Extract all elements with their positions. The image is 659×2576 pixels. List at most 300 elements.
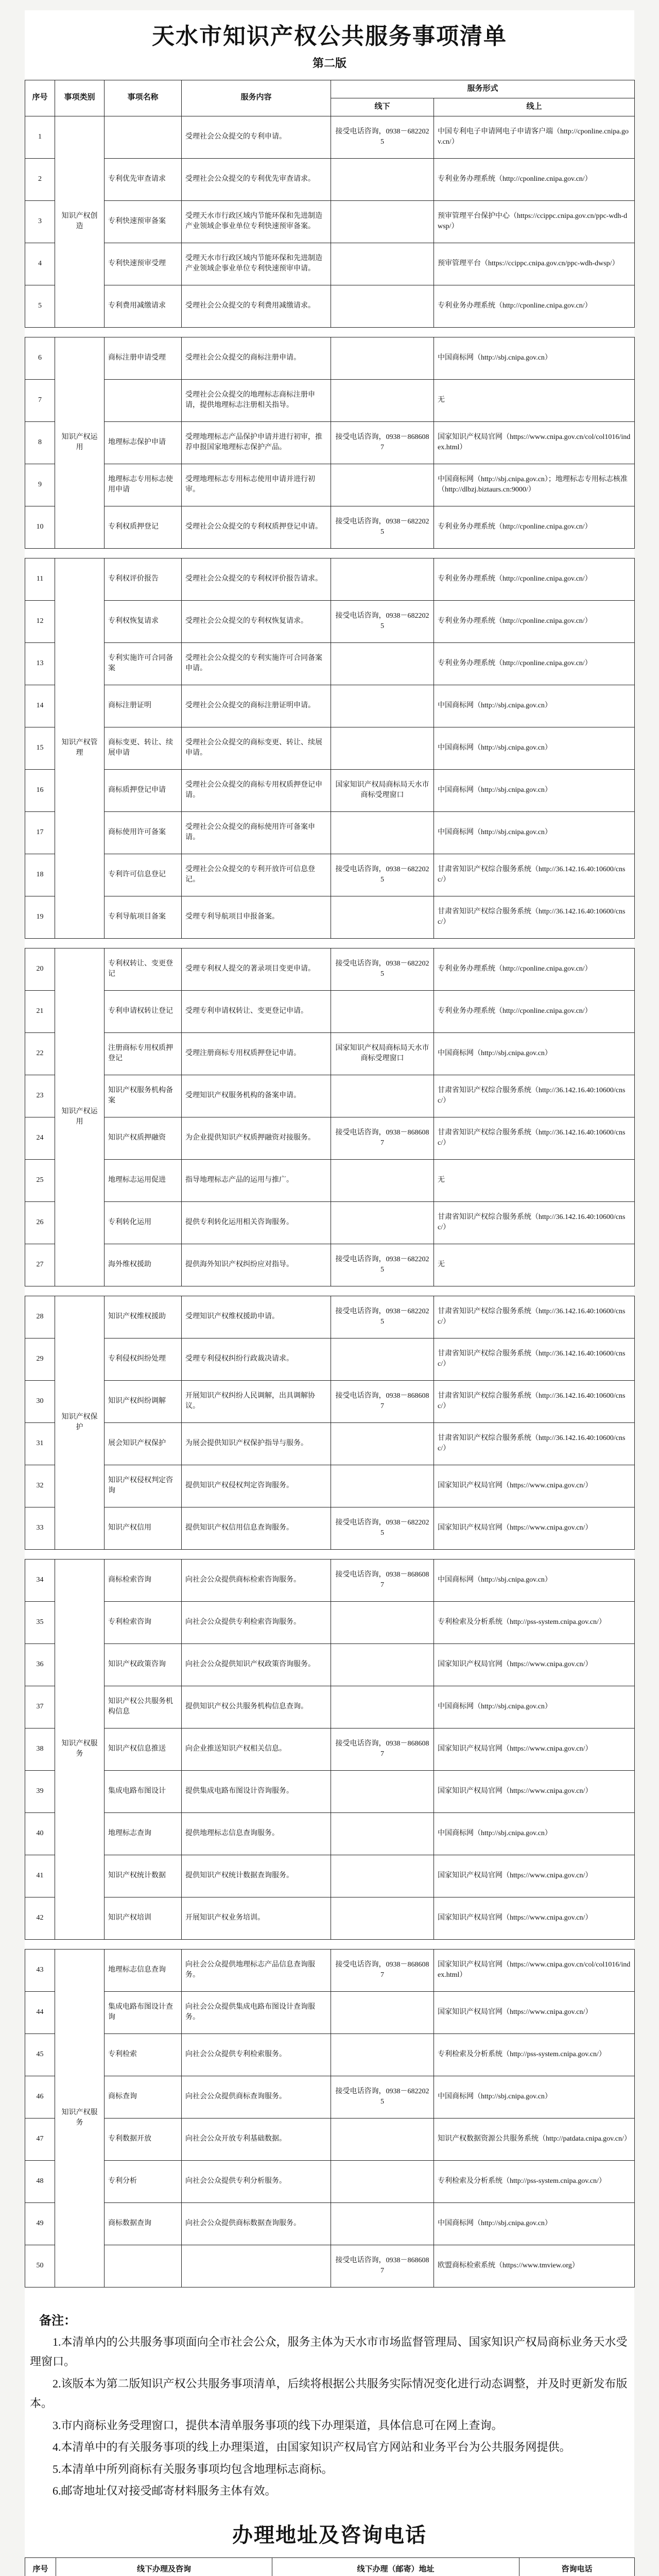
cell-offline: 接受电话咨询，0938－8686087	[331, 1559, 434, 1601]
cell-seq: 30	[25, 1380, 55, 1422]
cell-content: 为展会提供知识产权保护指导与服务。	[182, 1422, 331, 1465]
cell-name: 知识产权公共服务机构信息	[105, 1686, 182, 1728]
cell-seq: 10	[25, 506, 55, 548]
cell-online: 专利业务办理系统（http://cponline.cnipa.gov.cn/）	[434, 285, 635, 327]
note-item: 4.本清单中的有关服务事项的线上办理渠道，由国家知识产权局官方网站和业务平台为公共服务网提供。	[53, 2441, 571, 2453]
note-item: 2.该版本为第二版知识产权公共服务事项清单，后续将根据公共服务实际情况变化进行动态调整，并及时更新发布版本。	[30, 2377, 628, 2410]
cell-offline	[331, 2118, 434, 2160]
cell-content: 受理知识产权维权援助申请。	[182, 1296, 331, 1338]
cell-online: 国家知识产权局官网（https://www.cnipa.gov.cn/col/col1016/index.html）	[434, 1949, 635, 1991]
cell-seq: 38	[25, 1728, 55, 1770]
cell-content: 提供知识产权侵权判定咨询服务。	[182, 1465, 331, 1507]
cell-content: 受理专利侵权纠纷行政裁决请求。	[182, 1338, 331, 1380]
cell-online: 甘肃省知识产权综合服务系统（http://36.142.16.40:10600/cnsc/）	[434, 1117, 635, 1159]
cell-seq: 28	[25, 1296, 55, 1338]
cell-offline: 接受电话咨询，0938－8686087	[331, 1117, 434, 1159]
cell-offline	[331, 464, 434, 506]
table-row	[25, 1422, 635, 1465]
cell-content: 受理社会公众提交的专利优先审查请求。	[182, 158, 331, 200]
cell-name: 专利申请权转让登记	[105, 990, 182, 1032]
table-row	[25, 1117, 635, 1159]
cell-online: 中国商标网（http://sbj.cnipa.gov.cn）；地理标志专用标志核准（http://dlbzj.biztaurs.cn:9000/）	[434, 464, 635, 506]
cell-category: 知识产权服务	[55, 1559, 105, 1939]
cell-content: 受理社会公众提交的专利申请。	[182, 116, 331, 158]
cell-content: 提供知识产权公共服务机构信息查询。	[182, 1686, 331, 1728]
cell-content: 受理注册商标专用权质押登记申请。	[182, 1032, 331, 1075]
cell-online: 甘肃省知识产权综合服务系统（http://36.142.16.40:10600/cnsc/）	[434, 1380, 635, 1422]
table-row	[25, 685, 635, 727]
cell-name: 专利费用减缴请求	[105, 285, 182, 327]
table-row	[25, 200, 635, 243]
cell-name: 集成电路布图设计查询	[105, 1991, 182, 2033]
table-row	[25, 896, 635, 938]
table-row	[25, 1812, 635, 1855]
cell-seq: 37	[25, 1686, 55, 1728]
cell-name: 知识产权质押融资	[105, 1117, 182, 1159]
table-row	[25, 379, 635, 421]
cell-name: 知识产权信用	[105, 1507, 182, 1549]
cell-seq: 5	[25, 285, 55, 327]
cell-online: 预审管理平台（https://ccippc.cnipa.gov.cn/ppc-wdh-dwsp/）	[434, 243, 635, 285]
contacts-title: 办理地址及咨询电话	[232, 2523, 427, 2547]
cell-online: 中国商标网（http://sbj.cnipa.gov.cn）	[434, 727, 635, 769]
cell-content: 向社会公众提供商标查询服务。	[182, 2076, 331, 2118]
cell-name: 专利权转让、变更登记	[105, 948, 182, 990]
table-gap	[25, 1550, 634, 1559]
cell-name: 专利转化运用	[105, 1201, 182, 1244]
cell-offline	[331, 1338, 434, 1380]
service-table	[25, 558, 635, 939]
table-row	[25, 1949, 635, 1991]
cell-offline: 接受电话咨询，0938－6822025	[331, 1507, 434, 1549]
cell-seq: 40	[25, 1812, 55, 1855]
cell-offline	[331, 1897, 434, 1939]
cell-name: 商标数据查询	[105, 2202, 182, 2245]
table-gap	[25, 1940, 634, 1949]
cell-name: 专利侵权纠纷处理	[105, 1338, 182, 1380]
cell-offline	[331, 1686, 434, 1728]
cell-content: 受理社会公众提交的专利开放许可信息登记。	[182, 854, 331, 896]
cell-offline: 国家知识产权局商标局天水市商标受理窗口	[331, 1032, 434, 1075]
table-row	[25, 2033, 635, 2076]
table-row	[25, 1507, 635, 1549]
cell-content: 提供知识产权统计数据查询服务。	[182, 1855, 331, 1897]
cell-online: 专利业务办理系统（http://cponline.cnipa.gov.cn/）	[434, 990, 635, 1032]
cell-seq: 23	[25, 1075, 55, 1117]
cell-seq: 32	[25, 1465, 55, 1507]
cell-online: 国家知识产权局官网（https://www.cnipa.gov.cn/）	[434, 1465, 635, 1507]
cell-category: 知识产权管理	[55, 558, 105, 938]
cell-offline	[331, 1201, 434, 1244]
page-title: 天水市知识产权公共服务事项清单	[152, 24, 507, 49]
cell-online: 中国商标网（http://sbj.cnipa.gov.cn）	[434, 1686, 635, 1728]
cell-content: 受理社会公众提交的商标变更、转让、续展申请。	[182, 727, 331, 769]
cell-content: 受理地理标志专用标志使用申请并进行初审。	[182, 464, 331, 506]
cell-seq: 9	[25, 464, 55, 506]
table-row	[25, 811, 635, 854]
table-row	[25, 1380, 635, 1422]
contacts-header-window: 线下办理及咨询	[56, 2557, 272, 2576]
table-row	[25, 769, 635, 811]
cell-offline	[331, 1812, 434, 1855]
cell-name: 专利检索	[105, 2033, 182, 2076]
cell-offline	[331, 2160, 434, 2202]
cell-offline	[331, 2033, 434, 2076]
cell-content: 受理社会公众提交的专利权评价报告请求。	[182, 558, 331, 600]
cell-offline	[331, 379, 434, 421]
table-gap	[25, 2287, 634, 2297]
cell-online: 中国商标网（http://sbj.cnipa.gov.cn）	[434, 685, 635, 727]
table-gap	[25, 328, 634, 337]
cell-content: 受理社会公众提交的商标使用许可备案申请。	[182, 811, 331, 854]
cell-online: 中国商标网（http://sbj.cnipa.gov.cn）	[434, 2076, 635, 2118]
cell-content: 开展知识产权业务培训。	[182, 1897, 331, 1939]
header-online: 线上	[434, 98, 635, 116]
cell-name: 知识产权服务机构备案	[105, 1075, 182, 1117]
cell-content: 向社会公众提供专利检索服务。	[182, 2033, 331, 2076]
service-table	[25, 337, 635, 549]
cell-content	[182, 2245, 331, 2287]
cell-seq: 25	[25, 1159, 55, 1201]
cell-offline: 国家知识产权局商标局天水市商标受理窗口	[331, 769, 434, 811]
cell-name	[105, 379, 182, 421]
header-offline: 线下	[331, 98, 434, 116]
cell-name: 知识产权侵权判定咨询	[105, 1465, 182, 1507]
cell-seq: 17	[25, 811, 55, 854]
cell-name: 商标变更、转让、续展申请	[105, 727, 182, 769]
header-name: 事项名称	[105, 80, 182, 116]
table-row	[25, 1244, 635, 1286]
cell-content: 提供地理标志信息查询服务。	[182, 1812, 331, 1855]
cell-name: 知识产权政策咨询	[105, 1643, 182, 1686]
cell-online: 专利检索及分析系统（http://pss-system.cnipa.gov.cn/）	[434, 2160, 635, 2202]
cell-online: 中国商标网（http://sbj.cnipa.gov.cn）	[434, 1812, 635, 1855]
cell-name: 商标质押登记申请	[105, 769, 182, 811]
cell-content: 向社会公众提供商标检索咨询服务。	[182, 1559, 331, 1601]
contacts-header-phone: 咨询电话	[519, 2557, 635, 2576]
table-row	[25, 727, 635, 769]
note-item: 3.市内商标业务受理窗口，提供本清单服务事项的线下办理渠道，具体信息可在网上查询。	[53, 2418, 503, 2432]
cell-offline	[331, 285, 434, 327]
cell-name: 专利优先审查请求	[105, 158, 182, 200]
cell-online: 国家知识产权局官网（https://www.cnipa.gov.cn/）	[434, 1507, 635, 1549]
cell-name: 注册商标专用权质押登记	[105, 1032, 182, 1075]
cell-seq: 31	[25, 1422, 55, 1465]
cell-name: 地理标志专用标志使用申请	[105, 464, 182, 506]
cell-category: 知识产权服务	[55, 1949, 105, 2287]
table-gap	[25, 1286, 634, 1296]
cell-offline	[331, 990, 434, 1032]
cell-online: 甘肃省知识产权综合服务系统（http://36.142.16.40:10600/cnsc/）	[434, 1075, 635, 1117]
service-table	[25, 1949, 635, 2287]
cell-seq: 3	[25, 200, 55, 243]
header-form: 服务形式	[331, 80, 635, 98]
cell-online: 国家知识产权局官网（https://www.cnipa.gov.cn/）	[434, 1855, 635, 1897]
cell-offline: 接受电话咨询，0938－6822025	[331, 600, 434, 642]
contacts-header-seq: 序号	[25, 2557, 56, 2576]
cell-seq: 18	[25, 854, 55, 896]
cell-offline	[331, 811, 434, 854]
cell-content: 向社会公众提供知识产权政策咨询服务。	[182, 1643, 331, 1686]
cell-online: 甘肃省知识产权综合服务系统（http://36.142.16.40:10600/cnsc/）	[434, 1296, 635, 1338]
cell-seq: 16	[25, 769, 55, 811]
cell-online: 中国商标网（http://sbj.cnipa.gov.cn）	[434, 769, 635, 811]
table-row	[25, 1032, 635, 1075]
cell-online: 预审管理平台保护中心（https://ccippc.cnipa.gov.cn/ppc-wdh-dwsp/）	[434, 200, 635, 243]
cell-offline: 接受电话咨询，0938－6822025	[331, 854, 434, 896]
cell-content: 向企业推送知识产权相关信息。	[182, 1728, 331, 1770]
table-row	[25, 243, 635, 285]
cell-name: 地理标志运用促进	[105, 1159, 182, 1201]
cell-seq: 24	[25, 1117, 55, 1159]
note-item: 6.邮寄地址仅对接受邮寄材料服务主体有效。	[53, 2484, 276, 2497]
header-category: 事项类别	[55, 80, 105, 116]
note-item: 1.本清单内的公共服务事项面向全市社会公众，服务主体为天水市市场监督管理局、国家知识产权局商标业务天水受理窗口。	[30, 2335, 628, 2368]
cell-online: 国家知识产权局官网（https://www.cnipa.gov.cn/）	[434, 1897, 635, 1939]
cell-name: 商标查询	[105, 2076, 182, 2118]
cell-offline: 接受电话咨询，0938－8686087	[331, 2245, 434, 2287]
table-row	[25, 464, 635, 506]
document-sheet	[25, 10, 634, 2576]
cell-name: 专利导航项目备案	[105, 896, 182, 938]
cell-seq: 13	[25, 642, 55, 685]
cell-content: 开展知识产权纠纷人民调解，出具调解协议。	[182, 1380, 331, 1422]
cell-name: 专利权评价报告	[105, 558, 182, 600]
cell-offline	[331, 727, 434, 769]
cell-offline	[331, 158, 434, 200]
cell-offline	[331, 243, 434, 285]
table-row	[25, 116, 635, 158]
cell-offline	[331, 1422, 434, 1465]
cell-offline	[331, 1770, 434, 1812]
table-row	[25, 421, 635, 464]
cell-content: 向社会公众提供地理标志产品信息查询服务。	[182, 1949, 331, 1991]
cell-name: 知识产权统计数据	[105, 1855, 182, 1897]
cell-online: 国家知识产权局官网（https://www.cnipa.gov.cn/）	[434, 1770, 635, 1812]
cell-offline	[331, 1075, 434, 1117]
cell-name: 知识产权纠纷调解	[105, 1380, 182, 1422]
cell-offline	[331, 200, 434, 243]
table-gap	[25, 939, 634, 948]
cell-seq: 36	[25, 1643, 55, 1686]
service-table	[25, 948, 635, 1286]
page-subtitle: 第二版	[312, 57, 346, 70]
cell-content: 指导地理标志产品的运用与推广。	[182, 1159, 331, 1201]
cell-name: 海外维权援助	[105, 1244, 182, 1286]
header-content: 服务内容	[182, 80, 331, 116]
cell-seq: 15	[25, 727, 55, 769]
table-row	[25, 285, 635, 327]
cell-offline: 接受电话咨询，0938－8686087	[331, 421, 434, 464]
cell-offline: 接受电话咨询，0938－8686087	[331, 1380, 434, 1422]
cell-offline: 接受电话咨询，0938－6822025	[331, 2076, 434, 2118]
cell-seq: 4	[25, 243, 55, 285]
cell-online: 专利业务办理系统（http://cponline.cnipa.gov.cn/）	[434, 158, 635, 200]
cell-content: 受理专利导航项目申报备案。	[182, 896, 331, 938]
cell-seq: 2	[25, 158, 55, 200]
header-seq: 序号	[25, 80, 55, 116]
cell-offline	[331, 2202, 434, 2245]
cell-online: 中国商标网（http://sbj.cnipa.gov.cn）	[434, 1032, 635, 1075]
cell-content: 提供专利转化运用相关咨询服务。	[182, 1201, 331, 1244]
cell-content: 向社会公众提供商标数据查询服务。	[182, 2202, 331, 2245]
cell-online: 甘肃省知识产权综合服务系统（http://36.142.16.40:10600/cnsc/）	[434, 1201, 635, 1244]
cell-content: 受理天水市行政区域内节能环保和先进制造产业领域企事业单位专利快速预审申请。	[182, 243, 331, 285]
cell-online: 中国专利电子申请网电子申请客户端（http://cponline.cnipa.gov.cn/）	[434, 116, 635, 158]
cell-seq: 6	[25, 337, 55, 379]
cell-seq: 27	[25, 1244, 55, 1286]
cell-name: 专利权恢复请求	[105, 600, 182, 642]
table-row	[25, 2245, 635, 2287]
table-row	[25, 1770, 635, 1812]
cell-offline	[331, 337, 434, 379]
table-row	[25, 1601, 635, 1643]
table-row	[25, 948, 635, 990]
table-row	[25, 1296, 635, 1338]
cell-seq: 14	[25, 685, 55, 727]
cell-offline	[331, 642, 434, 685]
table-row	[25, 1643, 635, 1686]
table-row	[25, 337, 635, 379]
contacts-header-address: 线下办理（邮寄）地址	[272, 2557, 519, 2576]
cell-seq: 41	[25, 1855, 55, 1897]
cell-name: 展会知识产权保护	[105, 1422, 182, 1465]
service-table	[25, 80, 635, 328]
cell-content: 受理专利权人提交的著录项目变更申请。	[182, 948, 331, 990]
cell-online: 专利检索及分析系统（http://pss-system.cnipa.gov.cn/）	[434, 1601, 635, 1643]
cell-online: 无	[434, 1244, 635, 1286]
cell-offline	[331, 1643, 434, 1686]
cell-online: 欧盟商标检索系统（https://www.tmview.org）	[434, 2245, 635, 2287]
cell-content: 受理社会公众提交的专利实施许可合同备案申请。	[182, 642, 331, 685]
table-row	[25, 600, 635, 642]
cell-seq: 19	[25, 896, 55, 938]
cell-online: 专利检索及分析系统（http://pss-system.cnipa.gov.cn/）	[434, 2033, 635, 2076]
table-row	[25, 158, 635, 200]
table-row	[25, 2118, 635, 2160]
table-row	[25, 2076, 635, 2118]
cell-content: 为企业提供知识产权质押融资对接服务。	[182, 1117, 331, 1159]
cell-category: 知识产权保护	[55, 1296, 105, 1549]
cell-online: 专利业务办理系统（http://cponline.cnipa.gov.cn/）	[434, 558, 635, 600]
cell-offline: 接受电话咨询，0938－6822025	[331, 1296, 434, 1338]
cell-seq: 1	[25, 116, 55, 158]
cell-name: 专利权质押登记	[105, 506, 182, 548]
cell-content: 受理社会公众提交的专利权恢复请求。	[182, 600, 331, 642]
cell-content: 受理社会公众提交的专利费用减缴请求。	[182, 285, 331, 327]
table-row	[25, 2202, 635, 2245]
cell-seq: 26	[25, 1201, 55, 1244]
cell-content: 受理地理标志产品保护申请并进行初审，推荐申报国家地理标志保护产品。	[182, 421, 331, 464]
cell-online: 知识产权数据资源公共服务系统（http://patdata.cnipa.gov.cn/）	[434, 2118, 635, 2160]
cell-content: 受理天水市行政区域内节能环保和先进制造产业领域企事业单位专利快速预审备案。	[182, 200, 331, 243]
cell-online: 中国商标网（http://sbj.cnipa.gov.cn）	[434, 2202, 635, 2245]
cell-online: 中国商标网（http://sbj.cnipa.gov.cn）	[434, 337, 635, 379]
cell-online: 无	[434, 1159, 635, 1201]
cell-seq: 35	[25, 1601, 55, 1643]
cell-name: 商标检索咨询	[105, 1559, 182, 1601]
cell-name: 商标注册申请受理	[105, 337, 182, 379]
table-row	[25, 1559, 635, 1601]
cell-seq: 8	[25, 421, 55, 464]
cell-name: 商标使用许可备案	[105, 811, 182, 854]
cell-online: 甘肃省知识产权综合服务系统（http://36.142.16.40:10600/cnsc/）	[434, 1422, 635, 1465]
table-row	[25, 1855, 635, 1897]
cell-content: 提供集成电路布图设计咨询服务。	[182, 1770, 331, 1812]
cell-name: 专利快速预审备案	[105, 200, 182, 243]
cell-offline: 接受电话咨询，0938－6822025	[331, 506, 434, 548]
cell-offline: 接受电话咨询，0938－8686087	[331, 1949, 434, 1991]
table-row	[25, 1728, 635, 1770]
cell-seq: 46	[25, 2076, 55, 2118]
table-row	[25, 2160, 635, 2202]
cell-name: 专利分析	[105, 2160, 182, 2202]
cell-offline	[331, 1601, 434, 1643]
cell-seq: 34	[25, 1559, 55, 1601]
cell-category: 知识产权运用	[55, 337, 105, 548]
table-row	[25, 990, 635, 1032]
cell-online: 甘肃省知识产权综合服务系统（http://36.142.16.40:10600/cnsc/）	[434, 854, 635, 896]
cell-online: 国家知识产权局官网（https://www.cnipa.gov.cn/）	[434, 1728, 635, 1770]
cell-content: 受理社会公众提交的商标注册证明申请。	[182, 685, 331, 727]
table-row	[25, 854, 635, 896]
cell-offline	[331, 1855, 434, 1897]
cell-name: 知识产权培训	[105, 1897, 182, 1939]
cell-name: 地理标志查询	[105, 1812, 182, 1855]
cell-name: 商标注册证明	[105, 685, 182, 727]
cell-seq: 50	[25, 2245, 55, 2287]
cell-content: 受理社会公众提交的专利权质押登记申请。	[182, 506, 331, 548]
cell-offline: 接受电话咨询，0938－6822025	[331, 948, 434, 990]
cell-seq: 21	[25, 990, 55, 1032]
note-item: 5.本清单中所列商标有关服务事项均包含地理标志商标。	[53, 2462, 333, 2476]
notes-title: 备注：	[39, 2314, 76, 2328]
cell-content: 提供知识产权信用信息查询服务。	[182, 1507, 331, 1549]
cell-content: 受理专利申请权转让、变更登记申请。	[182, 990, 331, 1032]
service-table	[25, 1296, 635, 1550]
cell-content: 受理社会公众提交的商标专用权质押登记申请。	[182, 769, 331, 811]
cell-offline: 接受电话咨询，0938－8686087	[331, 1728, 434, 1770]
cell-category: 知识产权创造	[55, 116, 105, 327]
cell-seq: 45	[25, 2033, 55, 2076]
cell-name: 专利快速预审受理	[105, 243, 182, 285]
service-tables	[25, 80, 634, 2297]
service-table	[25, 1559, 635, 1940]
cell-offline	[331, 1159, 434, 1201]
cell-seq: 48	[25, 2160, 55, 2202]
cell-name: 地理标志保护申请	[105, 421, 182, 464]
cell-name: 地理标志信息查询	[105, 1949, 182, 1991]
cell-offline	[331, 558, 434, 600]
cell-content: 受理知识产权服务机构的备案申请。	[182, 1075, 331, 1117]
cell-seq: 47	[25, 2118, 55, 2160]
cell-online: 无	[434, 379, 635, 421]
cell-name: 知识产权信息推送	[105, 1728, 182, 1770]
cell-seq: 33	[25, 1507, 55, 1549]
table-row	[25, 1075, 635, 1117]
cell-content: 受理社会公众提交的商标注册申请。	[182, 337, 331, 379]
cell-online: 国家知识产权局官网（https://www.cnipa.gov.cn/）	[434, 1643, 635, 1686]
table-row	[25, 1465, 635, 1507]
cell-content: 提供海外知识产权纠纷应对指导。	[182, 1244, 331, 1286]
contacts-table	[25, 2557, 635, 2576]
cell-name: 专利数据开放	[105, 2118, 182, 2160]
cell-online: 中国商标网（http://sbj.cnipa.gov.cn）	[434, 811, 635, 854]
cell-offline	[331, 896, 434, 938]
notes-list	[25, 2332, 634, 2501]
cell-offline	[331, 1991, 434, 2033]
cell-name: 集成电路布图设计	[105, 1770, 182, 1812]
